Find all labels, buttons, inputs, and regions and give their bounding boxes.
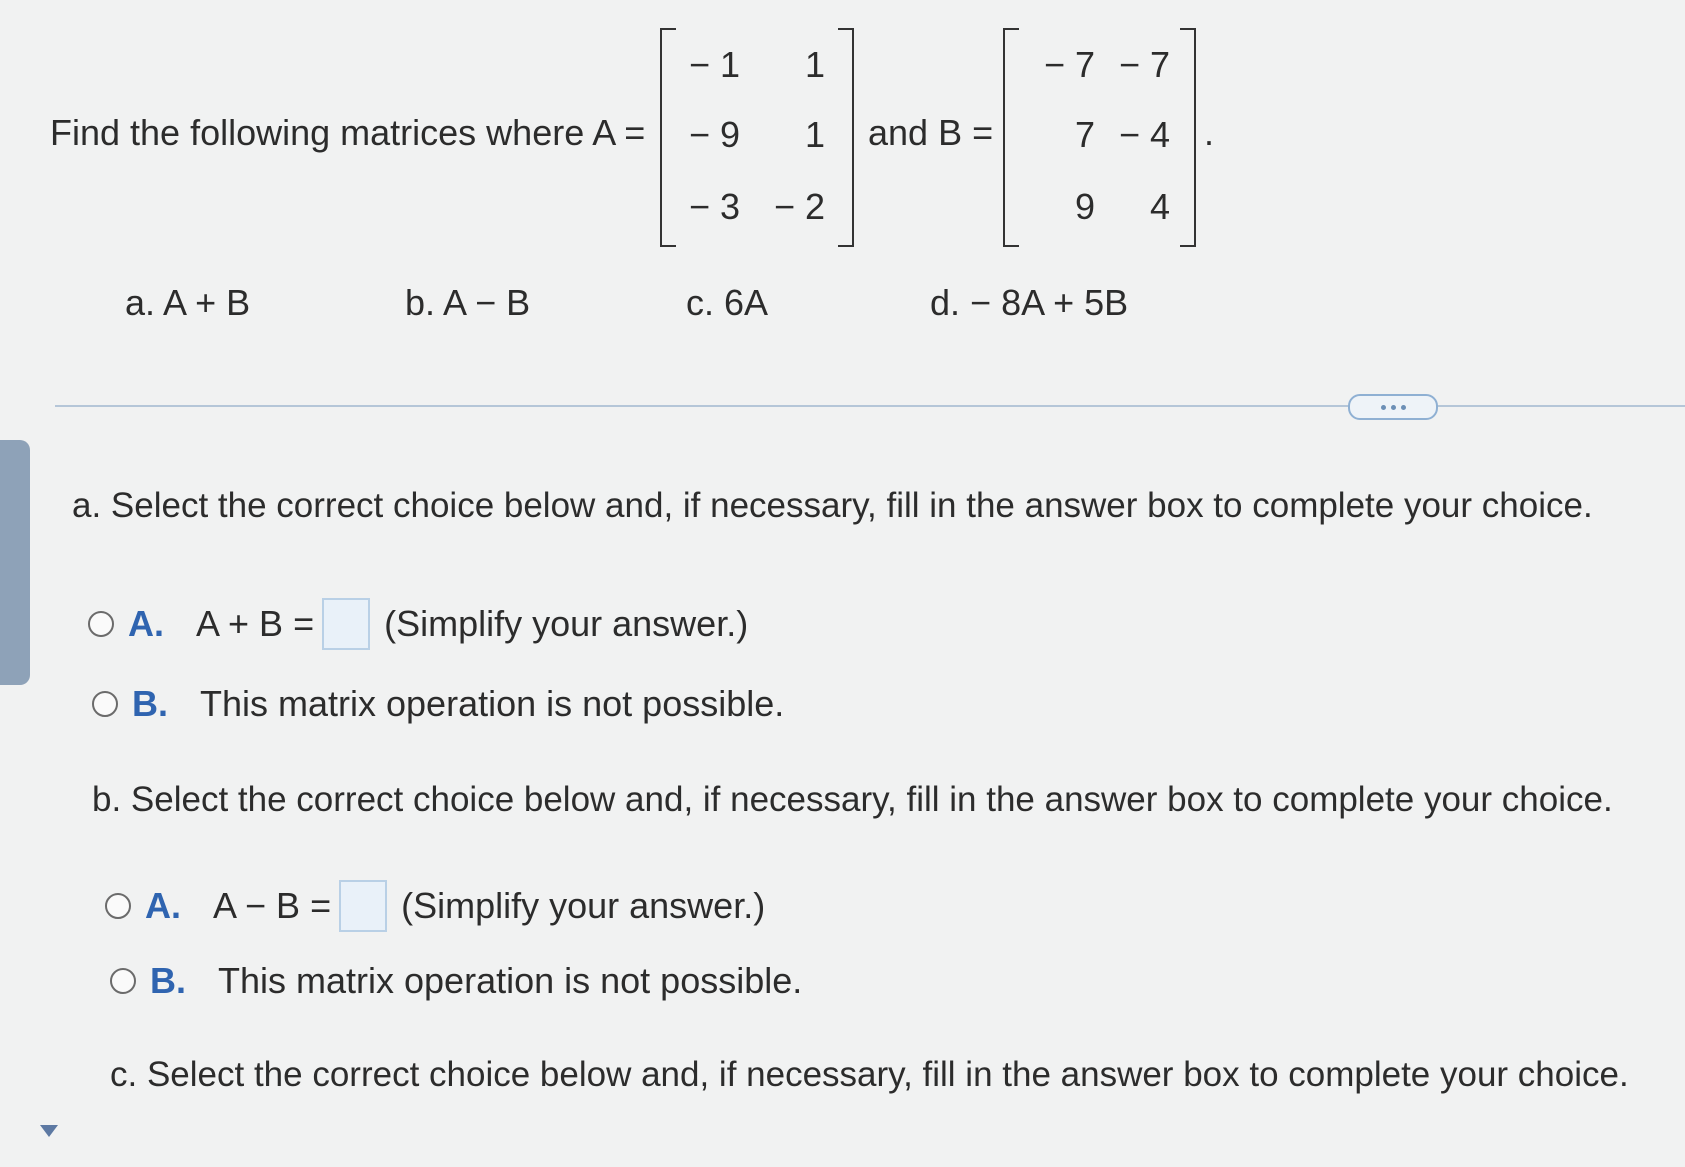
question-b-choice-a[interactable] (105, 880, 765, 932)
more-dots-icon[interactable] (1348, 394, 1438, 420)
part-d (930, 282, 1128, 324)
matrix-b-cell: − 4 (1118, 114, 1170, 155)
part-a-label: a. (125, 282, 156, 323)
matrix-a-cell: 1 (804, 114, 825, 155)
part-a-expr: A + B (163, 282, 251, 323)
part-c-expr: 6A (724, 282, 769, 323)
dot (1401, 405, 1406, 410)
matrix-a-left-bracket (660, 28, 676, 247)
section-divider (55, 405, 1685, 407)
part-b-label: b. (405, 282, 436, 323)
choice-letter: B. (132, 683, 168, 724)
choice-text: This matrix operation is not possible. (218, 960, 803, 1001)
scrollbar-thumb[interactable] (0, 440, 30, 685)
choice-letter: A. (128, 603, 164, 644)
choice-hint: (Simplify your answer.) (384, 603, 749, 644)
part-b-expr: A − B (443, 282, 531, 323)
part-d-expr: − 8A + 5B (970, 282, 1129, 323)
radio-button[interactable] (105, 893, 131, 919)
problem-lead-text: Find the following matrices where A = (50, 112, 646, 153)
answer-box[interactable] (322, 598, 370, 650)
question-a-choice-b[interactable] (92, 683, 784, 725)
matrix-a-cell: 1 (804, 44, 825, 85)
matrix-b-right-bracket (1180, 28, 1196, 247)
matrix-b-cell: 4 (1149, 186, 1170, 227)
matrix-a-right-bracket (838, 28, 854, 247)
question-b-choice-b[interactable] (110, 960, 802, 1002)
part-d-label: d. (930, 282, 961, 323)
matrix-b-cell: 9 (1074, 186, 1095, 227)
choice-letter: A. (145, 885, 181, 926)
part-c (686, 282, 768, 324)
answer-box[interactable] (339, 880, 387, 932)
problem-and-text: and B = (868, 112, 994, 153)
triangle-down-icon[interactable] (40, 1125, 58, 1137)
choice-expression: A + B = (196, 603, 315, 644)
matrix-a-cell: − 1 (688, 44, 740, 85)
question-c-instruction: c. Select the correct choice below and, if necessary, fill in the answer box to complete your choice. (110, 1055, 1629, 1094)
radio-button[interactable] (110, 968, 136, 994)
matrix-b-cell: − 7 (1118, 44, 1170, 85)
choice-letter: B. (150, 960, 186, 1001)
matrix-b-cell: 7 (1074, 114, 1095, 155)
radio-button[interactable] (92, 691, 118, 717)
radio-button[interactable] (88, 611, 114, 637)
question-a-choice-a[interactable] (88, 598, 748, 650)
part-c-label: c. (686, 282, 715, 323)
part-b (405, 282, 530, 324)
matrix-b-left-bracket (1003, 28, 1019, 247)
question-b-instruction: b. Select the correct choice below and, if necessary, fill in the answer box to complete your choice. (92, 780, 1613, 819)
matrix-a-cell: − 3 (688, 186, 740, 227)
matrix-b-cell: − 7 (1043, 44, 1095, 85)
matrix-a-cell: − 2 (773, 186, 825, 227)
question-a-instruction: a. Select the correct choice below and, if necessary, fill in the answer box to complete your choice. (72, 486, 1593, 525)
choice-expression: A − B = (213, 885, 332, 926)
problem-end-period: . (1204, 112, 1215, 153)
dot (1391, 405, 1396, 410)
choice-text: This matrix operation is not possible. (200, 683, 785, 724)
part-a (125, 282, 250, 324)
dot (1381, 405, 1386, 410)
choice-hint: (Simplify your answer.) (401, 885, 766, 926)
matrix-a-cell: − 9 (688, 114, 740, 155)
